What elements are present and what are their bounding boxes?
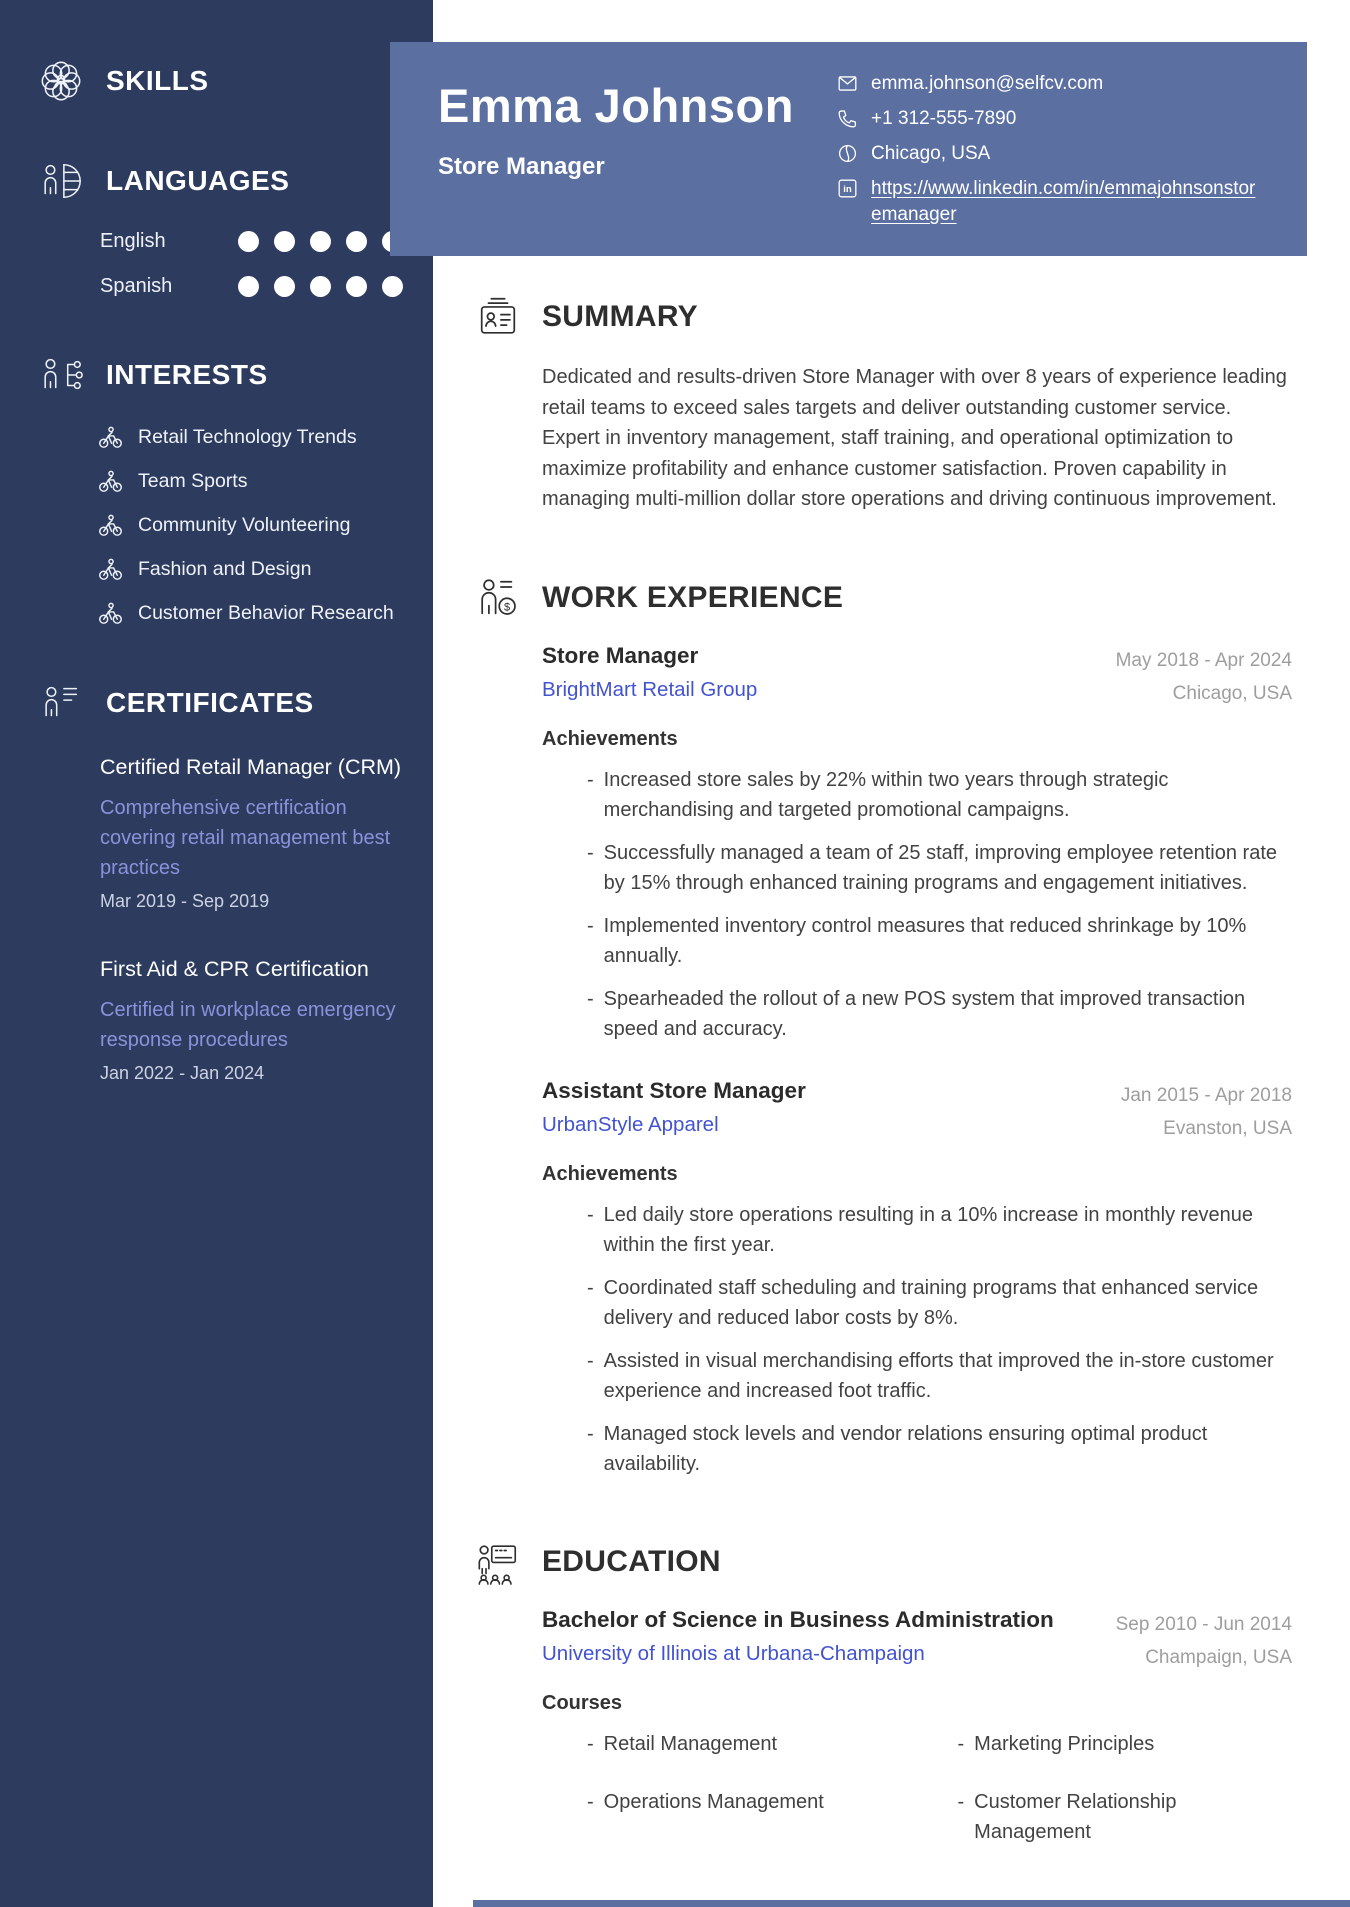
course-text: Marketing Principles [974,1732,1155,1755]
certificates-list [38,752,405,1084]
job-location: Evanston, USA [1163,1117,1292,1139]
courses-list [542,1729,1292,1847]
person-name: Emma Johnson [438,79,794,132]
work-experience-icon [475,575,521,621]
course-text: Retail Management [603,1732,778,1755]
languages-section-header [38,158,405,204]
languages-section [38,158,405,298]
contact-phone: +1 312-555-7890 [871,108,1017,129]
level-dot [310,231,331,252]
summary-icon [475,294,521,340]
interest-item [98,512,405,538]
level-dot [274,276,295,297]
linkedin-icon [835,176,859,199]
course-text: Operations Management [603,1790,824,1813]
achievement-text: Coordinated staff scheduling and training programs that enhanced service delivery and reduced labor costs by 8%. [603,1276,1259,1329]
job-entry [542,643,1292,1044]
job-dates-location [1116,643,1292,710]
job-header [542,643,1292,710]
cyclist-icon [98,601,123,626]
course-text: Customer Relationship Management [974,1790,1177,1843]
job-title: Assistant Store Manager [542,1077,806,1103]
achievements-label: Achievements [542,1162,678,1185]
bullet-dash: - [587,768,594,791]
summary-heading: SUMMARY [542,300,698,333]
achievement-text: Successfully managed a team of 25 staff, improving employee retention rate by 15% through enhanced training programs and engagement initiatives. [603,841,1278,894]
job-title-company [542,1078,806,1145]
interests-section-header [38,352,405,398]
languages-icon [38,158,84,204]
summary-section-header [475,294,1292,340]
bullet-dash: - [587,1790,594,1813]
job-location: Chicago, USA [1172,682,1292,704]
achievement-text: Managed stock levels and vendor relations ensuring optimal product availability. [603,1422,1208,1475]
achievement-text: Implemented inventory control measures that reduced shrinkage by 10% annually. [603,914,1247,967]
course-item [587,1729,922,1759]
certificate-name: First Aid & CPR Certification [100,957,369,981]
school-name[interactable]: University of Illinois at Urbana-Champaign [542,1641,925,1665]
bullet-dash: - [587,1203,594,1226]
course-item [587,1787,922,1847]
courses-label: Courses [542,1691,623,1714]
interest-item [98,424,405,450]
cyclist-icon [98,513,123,538]
achievement-item [587,911,1292,971]
identity-block [438,68,835,228]
level-dot [310,276,331,297]
certificates-section [38,680,405,1084]
languages-list [38,230,405,298]
bullet-dash: - [587,1349,594,1372]
level-dot [238,231,259,252]
bullet-dash: - [587,1732,594,1755]
job-title: Store Manager [542,642,699,668]
phone-icon [835,106,859,129]
languages-heading: LANGUAGES [106,165,290,196]
certificates-heading: CERTIFICATES [106,687,314,718]
achievement-item [587,984,1292,1044]
summary-body [475,362,1292,515]
achievement-text: Increased store sales by 22% within two years through strategic merchandising and targeted promotional campaigns. [603,768,1169,821]
cyclist-icon [98,469,123,494]
level-dot [346,231,367,252]
achievement-item [587,1273,1292,1333]
contact-phone-row [835,106,1265,132]
contact-location: Chicago, USA [871,143,991,164]
level-dot [346,276,367,297]
degree-name: Bachelor of Science in Business Administration [542,1606,1054,1632]
education-dates: Sep 2010 - Jun 2014 [1115,1613,1292,1635]
bullet-dash: - [587,987,594,1010]
language-name: English [100,230,166,252]
globe-icon [835,141,859,164]
certificate-description: Certified in workplace emergency response procedures [100,999,396,1051]
interest-label: Community Volunteering [138,514,351,536]
course-item [958,1787,1293,1847]
achievements-list [542,1200,1292,1479]
certificate-item [100,752,405,912]
language-level-dots [238,276,403,297]
achievement-text: Spearheaded the rollout of a new POS system that improved transaction speed and accuracy. [603,987,1246,1040]
email-icon [835,71,859,94]
interest-item [98,556,405,582]
interests-section [38,352,405,626]
education-dates-location [1116,1607,1292,1674]
skills-icon [38,58,84,104]
interest-item [98,468,405,494]
achievement-item [587,838,1292,898]
course-item [958,1729,1293,1759]
bullet-dash: - [587,841,594,864]
sidebar [0,0,433,1907]
job-dates-location [1121,1078,1292,1145]
bullet-dash: - [957,1790,965,1813]
job-dates: May 2018 - Apr 2024 [1115,649,1292,671]
certificate-dates: Jan 2022 - Jan 2024 [100,1063,265,1083]
language-row [100,230,405,253]
summary-section [475,294,1292,515]
main-content [433,242,1350,1907]
interest-label: Fashion and Design [138,558,312,580]
education-location: Champaign, USA [1145,1646,1292,1668]
interests-icon [38,352,84,398]
certificates-section-header [38,680,405,726]
interest-label: Team Sports [138,470,248,492]
contact-email-row [835,71,1265,97]
interest-label: Customer Behavior Research [138,602,394,624]
job-dates: Jan 2015 - Apr 2018 [1120,1084,1292,1106]
certificate-dates: Mar 2019 - Sep 2019 [100,891,270,911]
education-heading: EDUCATION [542,1544,721,1578]
achievement-text: Assisted in visual merchandising efforts that improved the in-store customer experience and increased foot traffic. [603,1349,1274,1402]
achievements-label: Achievements [542,727,678,750]
achievement-item [587,1346,1292,1406]
certificate-item [100,954,405,1084]
interests-list [38,424,405,626]
achievement-item [587,765,1292,825]
summary-text: Dedicated and results-driven Store Manager with over 8 years of experience leading retail teams to exceed sales targets and deliver outstanding customer service. Expert in inventory management, staff training, and operational optimization to maximize profitability and enhance customer satisfaction. Proven capability in managing multi-million dollar store operations and driving continuous improvement. [542,366,1287,510]
job-company[interactable]: BrightMart Retail Group [542,677,758,701]
degree-school [542,1607,1054,1674]
language-row [100,275,405,298]
education-body [475,1607,1292,1847]
level-dot [238,276,259,297]
work-body [475,643,1292,1479]
bullet-dash: - [587,1276,594,1299]
svg-text:in: in [842,184,852,195]
contact-block [835,68,1265,228]
skills-heading: SKILLS [106,65,209,96]
skills-section-header [38,58,405,104]
next-page-edge [473,1900,1350,1907]
work-heading: WORK EXPERIENCE [542,580,844,614]
job-header [542,1078,1292,1145]
job-title-company [542,643,757,710]
svg-text:$: $ [504,600,511,613]
education-section [475,1539,1292,1847]
work-section-header [475,575,1292,621]
interest-item [98,600,405,626]
cyclist-icon [98,557,123,582]
education-icon [475,1539,521,1585]
language-name: Spanish [100,275,173,297]
cyclist-icon [98,425,123,450]
work-experience-section [475,575,1292,1479]
certificate-name: Certified Retail Manager (CRM) [100,755,402,779]
contact-linkedin-row [835,176,1265,228]
interests-heading: INTERESTS [106,359,268,390]
linkedin-link[interactable]: https://www.linkedin.com/in/emmajohnsonstoremanager [871,178,1256,225]
certificates-icon [38,680,84,726]
bullet-dash: - [587,1422,594,1445]
language-level-dots [238,231,403,252]
contact-location-row [835,141,1265,167]
level-dot [382,276,403,297]
achievement-item [587,1419,1292,1479]
certificate-description: Comprehensive certification covering retail management best practices [100,797,391,879]
achievement-item [587,1200,1292,1260]
job-title: Store Manager [438,153,605,180]
contact-email: emma.johnson@selfcv.com [871,73,1104,94]
job-company[interactable]: UrbanStyle Apparel [542,1112,719,1136]
education-header [542,1607,1292,1674]
skills-section [38,58,405,104]
level-dot [274,231,295,252]
achievement-text: Led daily store operations resulting in a 10% increase in monthly revenue within the first year. [603,1203,1253,1256]
bullet-dash: - [587,914,594,937]
header-band [390,42,1307,256]
interest-label: Retail Technology Trends [138,426,357,448]
education-section-header [475,1539,1292,1585]
bullet-dash: - [957,1732,965,1755]
job-entry [542,1078,1292,1479]
achievements-list [542,765,1292,1044]
